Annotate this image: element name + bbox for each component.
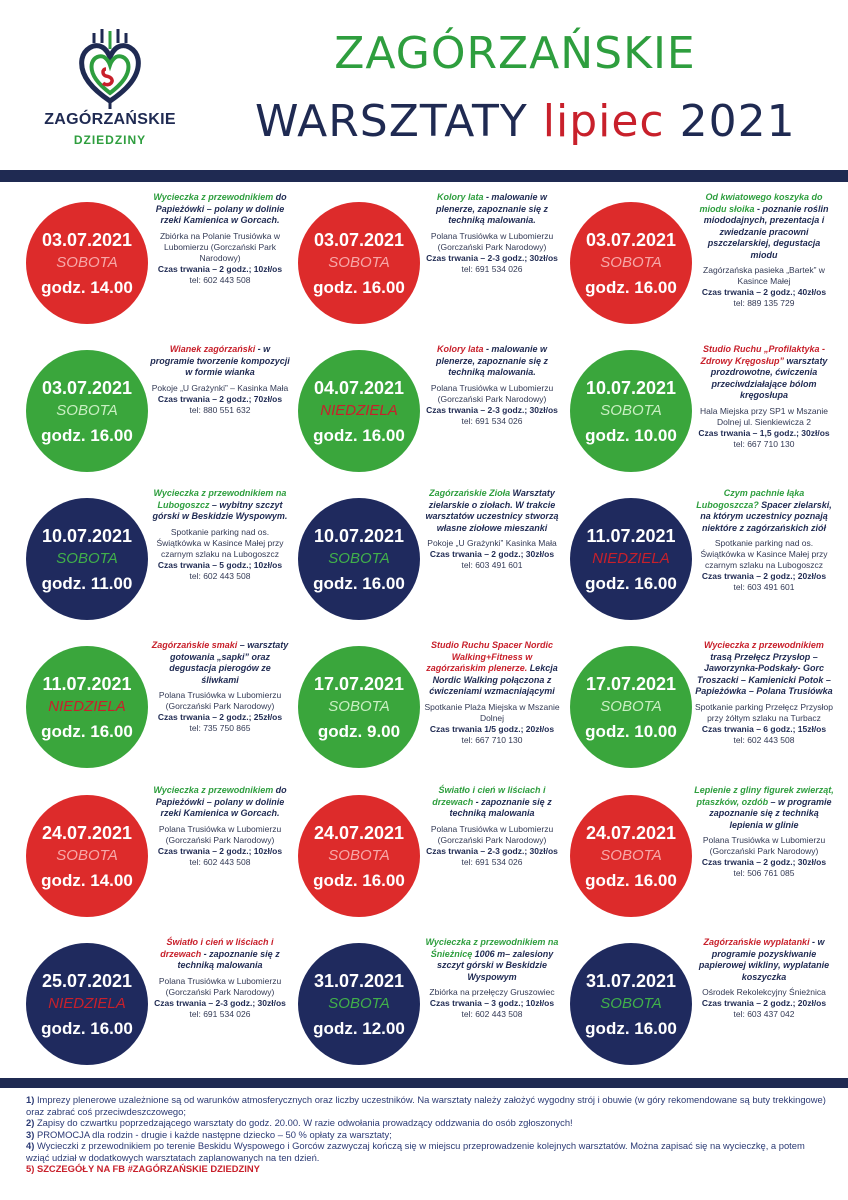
logo (30, 25, 190, 165)
event-date: 24.07.2021 (41, 823, 133, 843)
page-title-line1: ZAGÓRZAŃSKIE (334, 28, 696, 79)
event-date: 03.07.2021 (585, 230, 677, 250)
footer-notes (26, 1094, 826, 1175)
title-month: lipiec (542, 96, 665, 147)
event-title: Lepienie z gliny figurek zwierząt, ptaszków, ozdób (694, 785, 834, 807)
event-place: Spotkanie parking nad os. Świątkówka w Kasince Małej przy czarnym szlaku na Lubogoszcz (700, 538, 828, 570)
event-time: godz. 16.00 (313, 278, 405, 297)
event-card (560, 929, 832, 1077)
event-date: 03.07.2021 (313, 230, 405, 250)
event-date-circle (26, 350, 148, 472)
event-card (560, 781, 832, 929)
event-place: Polana Trusiówka w Lubomierzu (Gorczański Park Narodowy) (430, 382, 554, 404)
event-title: Kolory lata (437, 344, 484, 354)
event-duration: Czas trwania – 2 godz.; 25zł/os (157, 712, 283, 722)
event-phone[interactable]: tel: 602 443 508 (461, 1009, 523, 1019)
event-day: SOBOTA (328, 847, 390, 864)
header (0, 0, 848, 170)
event-day: SOBOTA (328, 254, 390, 271)
event-place: Spotkanie parking Przełęcz Przysłop przy żółtym szlaku na Turbacz (695, 701, 833, 723)
event-day: SOBOTA (600, 254, 662, 271)
event-description (422, 640, 562, 746)
event-time: godz. 16.00 (313, 574, 405, 593)
event-place: Ośrodek Rekolekcyjny Śnieżnica (702, 987, 826, 997)
event-day: SOBOTA (328, 995, 390, 1012)
event-phone[interactable]: tel: 603 491 601 (733, 582, 795, 592)
event-subtitle: - zapoznanie się z techniką malowania (177, 948, 280, 970)
event-date: 03.07.2021 (41, 378, 133, 398)
event-phone[interactable]: tel: 603 437 042 (733, 1009, 795, 1019)
event-date: 24.07.2021 (313, 823, 405, 843)
event-phone[interactable]: tel: 602 443 508 (189, 570, 251, 581)
event-day: SOBOTA (600, 402, 662, 419)
event-description (150, 640, 290, 734)
event-description (150, 937, 290, 1020)
event-title: Zagórzańskie smaki (151, 640, 238, 650)
event-title: Wycieczka z przewodnikiem (704, 640, 824, 650)
event-day: NIEDZIELA (320, 402, 398, 419)
event-time: godz. 16.00 (585, 574, 677, 593)
event-subtitle: Spacer zielarski, na którym uczestnicy poznają niektóre z zagórzańskich ziół (700, 499, 832, 533)
event-time: godz. 16.00 (313, 426, 405, 445)
event-description (422, 785, 562, 868)
event-date: 17.07.2021 (585, 674, 677, 694)
event-day: NIEDZIELA (48, 698, 126, 715)
event-day: NIEDZIELA (48, 995, 126, 1012)
event-phone[interactable]: tel: 691 534 026 (461, 415, 523, 426)
event-duration: Czas trwania – 2 godz.; 20zł/os (701, 571, 827, 581)
event-card (288, 632, 560, 780)
event-day: NIEDZIELA (592, 550, 670, 567)
event-day: SOBOTA (56, 402, 118, 419)
event-phone[interactable]: tel: 602 443 508 (733, 734, 795, 745)
event-time: godz. 14.00 (41, 278, 133, 297)
event-date: 03.07.2021 (41, 230, 133, 250)
footer-note-1: 1) Imprezy plenerowe uzależnione są od warunków atmosferycznych oraz liczby uczestników. Na warsztaty należy założyć wygodny strój i obuwie (w góry rekomendowane są buty trekkingowe) oraz zabrać coś przeciwdeszczowego; (26, 1094, 826, 1117)
event-place: Zagórzańska pasieka „Bartek” w Kasince Małej (703, 265, 825, 286)
event-duration: Czas trwania – 2-3 godz.; 30zł/os (154, 997, 286, 1008)
event-description (694, 640, 834, 746)
event-place: Polana Trusiówka w Lubomierzu (Gorczański Park Narodowy) (158, 823, 282, 845)
event-date-circle (298, 350, 420, 472)
event-title: Wycieczka z przewodnikiem (153, 785, 274, 795)
event-card (16, 484, 288, 632)
event-date-circle (298, 795, 420, 917)
event-time: godz. 16.00 (585, 871, 677, 890)
event-time: godz. 16.00 (313, 871, 405, 890)
event-subtitle: Warsztaty zielarskie o ziołach. W trakcie warsztatów uczestnicy stworzą własne ziołowe mieszanki (425, 488, 559, 533)
event-description (150, 488, 290, 582)
event-date: 11.07.2021 (42, 674, 132, 694)
event-card (16, 781, 288, 929)
bottom-divider (0, 1078, 848, 1088)
event-duration: Czas trwania – 2-3 godz.; 30zł/os (426, 845, 558, 856)
event-day: SOBOTA (600, 995, 662, 1012)
event-day: SOBOTA (600, 698, 662, 715)
footer-note-3: 3) PROMOCJA dla rodzin - drugie i każde następne dziecko – 50 % opłaty za warsztaty; (26, 1128, 392, 1140)
event-day: SOBOTA (56, 550, 118, 567)
event-duration: Czas trwania – 2 godz.; 10zł/os (157, 263, 283, 274)
event-description (694, 192, 834, 309)
event-place: Pokoje „U Grażynki” – Kasinka Mała (151, 382, 289, 393)
event-card (16, 336, 288, 484)
event-date: 10.07.2021 (313, 526, 405, 546)
event-phone[interactable]: tel: 602 443 508 (189, 856, 251, 867)
event-description (422, 488, 562, 571)
event-duration: Czas trwania – 3 godz.; 10zł/os (429, 998, 555, 1008)
event-time: godz. 10.00 (585, 722, 677, 741)
event-duration: Czas trwania – 2 godz.; 40zł/os (701, 287, 827, 297)
event-time: godz. 16.00 (41, 1019, 133, 1038)
event-day: SOBOTA (328, 550, 390, 567)
title-year: 2021 (679, 96, 796, 147)
event-duration: Czas trwania – 2 godz.; 30zł/os (701, 857, 827, 867)
event-phone[interactable]: tel: 506 761 085 (733, 868, 795, 878)
event-time: godz. 9.00 (317, 722, 401, 741)
event-description (150, 785, 290, 868)
event-date-circle (298, 202, 420, 324)
event-time: godz. 16.00 (585, 278, 677, 297)
event-place: Polana Trusiówka w Lubomierzu (Gorczański Park Narodowy) (702, 835, 826, 856)
event-duration: Czas trwania – 2 godz.; 70zł/os (157, 393, 283, 404)
event-card (560, 484, 832, 632)
event-date-circle (298, 498, 420, 620)
event-card (16, 188, 288, 336)
event-subtitle: Lekcja Nordic Walking połączona z ćwiczeniami wzmacniającymi (429, 663, 558, 696)
event-phone[interactable]: tel: 735 750 865 (189, 723, 251, 733)
event-subtitle: trasą Przełęcz Przysłop – Jaworzynka-Podskały- Gorc Troszacki – Kamienicki Potok – Papieżówka – Polana Trusiówka (695, 651, 833, 696)
event-duration: Czas trwania – 6 godz.; 15zł/os (701, 723, 827, 734)
event-phone[interactable]: tel: 603 491 601 (461, 560, 523, 570)
event-title: Studio Ruchu Spacer Nordic Walking+Fitness w zagórzańskim plenerze. (426, 640, 553, 673)
event-date-circle (570, 350, 692, 472)
event-date-circle (570, 943, 692, 1065)
event-title: Studio Ruchu „Profilaktyka - Zdrowy Kręgosłup” (700, 344, 825, 366)
event-card (560, 188, 832, 336)
event-description (422, 344, 562, 427)
event-description (422, 937, 562, 1020)
event-place: Spotkanie parking nad os. Świątkówka w Kasince Małej przy czarnym szlaku na Lubogoszcz (156, 526, 284, 559)
event-subtitle: 1006 m– zalesiony szczyt górski w Beskidzie Wyspowym (436, 948, 554, 982)
event-duration: Czas trwania 1/5 godz.; 20zł/os (429, 723, 555, 734)
event-phone[interactable]: tel: 889 135 729 (733, 298, 795, 308)
event-description (150, 344, 290, 416)
event-place: Polana Trusiówka w Lubomierzu (Gorczański Park Narodowy) (430, 823, 554, 845)
event-phone[interactable]: tel: 691 534 026 (461, 856, 523, 867)
event-phone[interactable]: tel: 691 534 026 (189, 1008, 251, 1019)
event-title: Wycieczka z przewodnikiem (153, 192, 274, 202)
event-card (288, 484, 560, 632)
event-duration: Czas trwania – 2 godz.; 30zł/os (429, 549, 555, 559)
event-place: Polana Trusiówka w Lubomierzu (Gorczański Park Narodowy) (158, 975, 282, 997)
event-duration: Czas trwania – 2-3 godz.; 30zł/os (426, 404, 558, 415)
event-time: godz. 16.00 (41, 426, 133, 445)
heart-logo-icon (76, 29, 144, 109)
page-title-line2 (255, 96, 795, 147)
footer-note-4: 4) Wycieczki z przewodnikiem po terenie Beskidu Wyspowego i Gorców zazwyczaj kończą się w miejscu przeprowadzenie kolejnych warsztatów. Można zapisać się na wycieczkę, a potem wziąć udział w dodatkowych warsztatach zaplanowanych na ten dzień. (26, 1140, 805, 1163)
footer-note-2: 2) Zapisy do czwartku poprzedzającego warsztaty do godz. 20.00. W razie odwołania prowadzący oddzwania do osób zgłoszonych! (26, 1117, 573, 1128)
event-title: Czym pachnie łąka Lubogoszcza? (696, 488, 805, 510)
event-duration: Czas trwania – 5 godz.; 10zł/os (157, 559, 283, 570)
event-date: 31.07.2021 (313, 971, 405, 991)
event-card (560, 336, 832, 484)
event-subtitle: – wybitny szczyt górski w Beskidzie Wyspowym. (152, 499, 288, 521)
event-time: godz. 14.00 (41, 871, 133, 890)
event-place: Spotkanie Plaża Miejska w Mszanie Dolnej (424, 701, 560, 723)
event-place: Polana Trusiówka w Lubomierzu (Gorczański Park Narodowy) (158, 690, 282, 711)
event-subtitle: - zapoznanie się z techniką malowania (449, 796, 552, 818)
event-date: 04.07.2021 (313, 378, 405, 398)
event-phone[interactable]: tel: 691 534 026 (461, 263, 523, 274)
logo-text-secondary: DZIEDZINY (73, 133, 147, 147)
footer-note-5[interactable]: 5) SZCZEGÓŁY NA FB #ZAGÓRZAŃSKIE DZIEDZINY (26, 1163, 260, 1174)
event-time: godz. 10.00 (585, 426, 677, 445)
event-description (150, 192, 290, 286)
event-subtitle: do Papieżówki – polany w dolinie rzeki Kamienica w Gorcach. (155, 192, 287, 225)
event-card (288, 781, 560, 929)
event-date-circle (570, 202, 692, 324)
event-subtitle: - poznanie roślin miododajnych, prezentacja i zwiedzanie pracowni pszczelarskiej, degustacja miodu (703, 203, 829, 260)
event-subtitle: - w programie tworzenie kompozycji w formie wianka (150, 344, 290, 377)
event-title: Światło i cień w liściach i drzewach (432, 785, 546, 807)
event-time: godz. 12.00 (313, 1019, 405, 1038)
event-place: Pokoje „U Grażynki” Kasinka Mała (427, 538, 557, 548)
event-duration: Czas trwania – 2 godz.; 10zł/os (157, 845, 283, 856)
event-phone[interactable]: tel: 667 710 130 (733, 438, 795, 449)
event-date: 25.07.2021 (41, 971, 133, 991)
event-title: Wianek zagórzański (169, 344, 256, 354)
event-place: Hala Miejska przy SP1 w Mszanie Dolnej ul. Sienkiewicza 2 (699, 405, 828, 427)
event-card (16, 929, 288, 1077)
event-date-circle (26, 943, 148, 1065)
event-date-circle (570, 795, 692, 917)
event-phone[interactable]: tel: 667 710 130 (461, 734, 523, 745)
event-day: SOBOTA (600, 847, 662, 864)
event-place: Zbiórka na przełęczy Gruszowiec (429, 987, 555, 997)
event-subtitle: - w programie pozyskiwanie papierowej wikliny, wyplatanie koszyczka (698, 937, 830, 982)
event-title: Zagórzańskie Zioła (429, 488, 511, 498)
event-description (694, 785, 834, 879)
event-date-circle (26, 202, 148, 324)
event-subtitle: do Papieżówki – polany w dolinie rzeki Kamienica w Gorcach. (155, 785, 287, 818)
event-date: 24.07.2021 (585, 823, 677, 843)
title-word: WARSZTATY (255, 96, 528, 147)
event-date-circle (298, 943, 420, 1065)
event-card (288, 336, 560, 484)
event-description (694, 937, 834, 1020)
event-date: 17.07.2021 (313, 674, 405, 694)
event-date-circle (26, 498, 148, 620)
event-title: Wycieczka z przewodnikiem na Śnieżnicę (425, 937, 559, 959)
event-card (560, 632, 832, 780)
event-duration: Czas trwania – 1,5 godz.; 30zł/os (698, 427, 830, 438)
event-date: 10.07.2021 (41, 526, 133, 546)
event-title: Światło i cień w liściach i drzewach (160, 937, 274, 959)
event-card (288, 929, 560, 1077)
event-date: 31.07.2021 (585, 971, 677, 991)
event-subtitle: - malowanie w plenerze, zapoznanie się z techniką malowania. (435, 192, 549, 225)
event-date: 10.07.2021 (585, 378, 677, 398)
event-subtitle: warsztaty prozdrowotne, ćwiczenia przeciwdziałające bólom kręgosłupa (710, 355, 828, 400)
event-duration: Czas trwania – 2-3 godz.; 30zł/os (426, 252, 558, 263)
event-time: godz. 16.00 (585, 1019, 677, 1038)
event-title: Kolory lata (437, 192, 484, 202)
logo-text-primary: ZAGÓRZAŃSKIE (44, 111, 176, 128)
event-duration: Czas trwania – 2 godz.; 20zł/os (701, 998, 827, 1008)
event-date-circle (570, 498, 692, 620)
event-title: Wycieczka z przewodnikiem na Lubogoszcz (153, 488, 287, 510)
event-day: SOBOTA (56, 254, 118, 271)
event-subtitle: - malowanie w plenerze, zapoznanie się z techniką malowania. (435, 344, 549, 377)
event-title: Od kwiatowego koszyka do miodu słoika (699, 192, 823, 214)
event-description (694, 344, 834, 450)
event-date-circle (26, 795, 148, 917)
event-title: Zagórzańskie wyplatanki (703, 937, 810, 947)
event-time: godz. 16.00 (41, 722, 133, 741)
event-day: SOBOTA (328, 698, 390, 715)
event-place: Zbiórka na Polanie Trusiówka w Lubomierzu (Gorczański Park Narodowy) (159, 230, 280, 263)
event-subtitle: – w programie zapoznanie się z techniką lepienia w glinie (709, 796, 832, 830)
event-phone[interactable]: tel: 602 443 508 (189, 274, 251, 285)
event-date-circle (570, 646, 692, 768)
event-subtitle: – warsztaty gotowania „sapki” oraz degustacja pierogów ze śliwkami (169, 640, 289, 685)
event-card (16, 632, 288, 780)
event-date: 11.07.2021 (586, 526, 676, 546)
event-description (694, 488, 834, 593)
event-time: godz. 11.00 (41, 574, 133, 593)
event-date-circle (298, 646, 420, 768)
event-place: Polana Trusiówka w Lubomierzu (Gorczański Park Narodowy) (430, 230, 554, 252)
event-card (288, 188, 560, 336)
event-description (422, 192, 562, 275)
event-date-circle (26, 646, 148, 768)
event-phone[interactable]: tel: 880 551 632 (189, 404, 251, 415)
top-divider (0, 170, 848, 182)
event-day: SOBOTA (56, 847, 118, 864)
